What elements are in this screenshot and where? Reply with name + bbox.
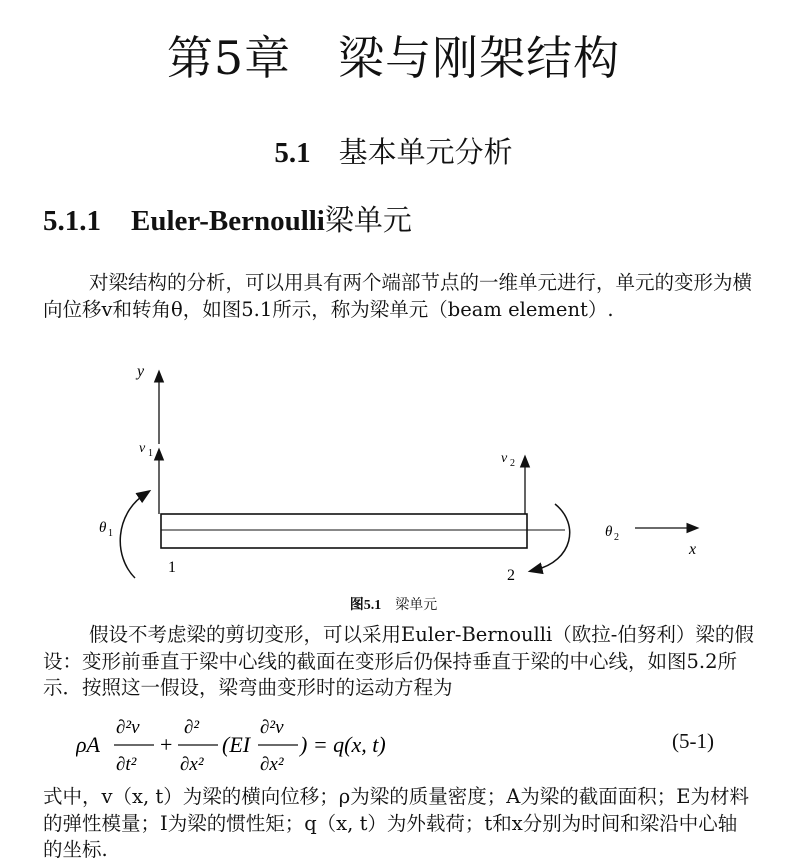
eq-frac1-den: ∂t² [116,754,137,775]
equation-number: (5-1) [672,729,714,753]
subsection-number: 5.1.1 [43,205,101,237]
beam-element-figure [95,356,715,588]
v1-label: v [139,441,146,456]
theta2-rotation-arrow [535,504,570,570]
paragraph-intro: 对梁结构的分析，可以用具有两个端部节点的一维单元进行，单元的变形为横向位移v和转角θ，如图5.1所示，称为梁单元（beam element）. [43,271,753,321]
eq-frac3-den: ∂x² [260,754,284,775]
eq-rhs: ) = q(x, t) [300,732,386,757]
eq-plus: + [160,732,173,757]
eq-frac1-num: ∂²v [116,717,140,738]
eq-frac2-num: ∂² [184,717,200,738]
theta1-rotation-arrow [120,494,145,578]
equation-5-1 [76,708,406,782]
section-number: 5.1 [274,137,311,169]
subsection-title-suffix: 梁单元 [324,203,412,237]
eq-frac2-den: ∂x² [180,754,204,775]
eq-frac3-num: ∂²v [260,717,284,738]
subsection-title: Euler-Bernoulli [131,205,325,237]
v2-label-sub: 2 [510,458,515,469]
theta1-label: θ [99,520,107,536]
theta2-label: θ [605,524,613,540]
chapter-title: 第5章 梁与刚架结构 [166,31,621,85]
x-axis-label: x [689,541,697,558]
section-title: 基本单元分析 [338,135,513,169]
theta2-label-sub: 2 [614,532,619,543]
beam-body [161,514,527,548]
eq-rho-a: ρA [76,732,100,757]
section-heading [0,130,787,171]
node-2-label: 2 [507,567,515,584]
y-axis-label: y [137,363,145,380]
figure-caption [0,594,787,614]
paragraph-assumption: 假设不考虑梁的剪切变形，可以采用Euler-Bernoulli（欧拉-伯努利）梁的假设：变形前垂直于梁中心线的截面在变形后仍保持垂直于梁的中心线，如图5.2所示．按照这一假设，梁弯曲变形时的运动方程为 [43,623,754,699]
v2-label: v [501,451,508,466]
paragraph-definitions: 式中，v（x, t）为梁的横向位移；ρ为梁的质量密度；A为梁的截面面积；E为材料的弹性模量；I为梁的惯性矩；q（x, t）为外载荷；t和x分别为时间和梁沿中心轴的坐标. [43,785,750,861]
figure-caption-text: 梁单元 [395,597,438,613]
v1-label-sub: 1 [148,448,153,459]
subsection-heading [43,198,412,239]
theta1-label-sub: 1 [108,528,113,539]
figure-caption-number: 图5.1 [349,598,382,613]
eq-ei: (EI [222,732,251,757]
node-1-label: 1 [168,559,176,576]
